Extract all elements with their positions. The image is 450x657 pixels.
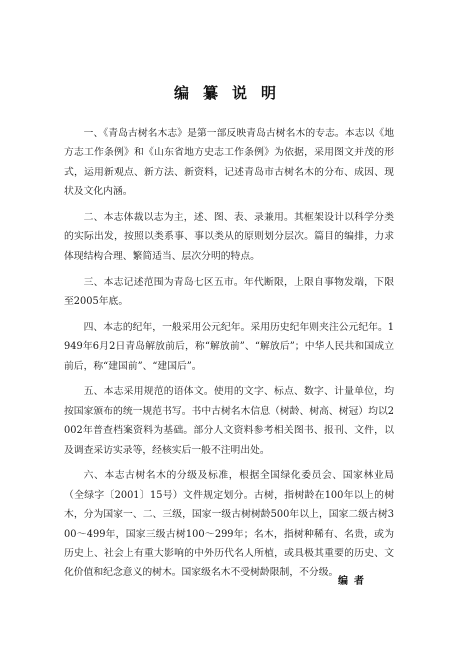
page-title: 编纂说明 — [173, 84, 290, 102]
paragraph-2: 二、本志体裁以志为主，述、图、表、录兼用。其框架设计以科学分类的实际出发，按照以类系事、事以类从的原则划分层次。篇目的编排，力求体现结构合理、繁简适当、层次分明的特点。 — [64, 212, 394, 262]
paragraph-5: 五、本志采用规范的语体文。使用的文字、标点、数字、计量单位，均按国家颁布的统一规范书写。书中古树名木信息（树龄、树高、树冠）均以2002年普查档案资料为基础。部分人文资料参考相关图书、报刊、文件，以及调查采访实录等，经核实后一般不注明出处。 — [64, 386, 394, 456]
paragraph-3: 三、本志记述范围为青岛七区五市。年代断限，上限自事物发端，下限至2005年底。 — [64, 276, 394, 308]
author-signature: 编者 — [338, 576, 370, 587]
paragraph-6: 六、本志古树名木的分级及标准，根据全国绿化委员会、国家林业局（全绿字〔2001〕15号）文件规定划分。古树，指树龄在100年以上的树木，分为国家一、二、三级，国家一级古树树龄500年以上，国家二级古树300～499年，国家三级古树100～299年；名木，指树种稀有、名贵，或为历史上、社会上有重大影响的中外历代名人所植，或具极其重要的历史、文化价值和纪念意义的树木。国家级名木不受树龄限制，不分级。 — [64, 470, 394, 579]
paragraph-4: 四、本志的纪年，一般采用公元纪年。采用历史纪年则夹注公元纪年。1949年6月2日青岛解放前后，称“解放前”、“解放后”；中华人民共和国成立前后，称“建国前”、“建国后”。 — [64, 321, 394, 372]
document-body — [64, 124, 394, 589]
paragraph-1: 一、《青岛古树名木志》是第一部反映青岛古树名木的专志。本志以《地方志工作条例》和《山东省地方史志工作条例》为依据，采用图文并茂的形式，运用新观点、新方法、新资料，记述青岛市古树名木的分布、成因、现状及文化内涵。 — [64, 128, 394, 198]
